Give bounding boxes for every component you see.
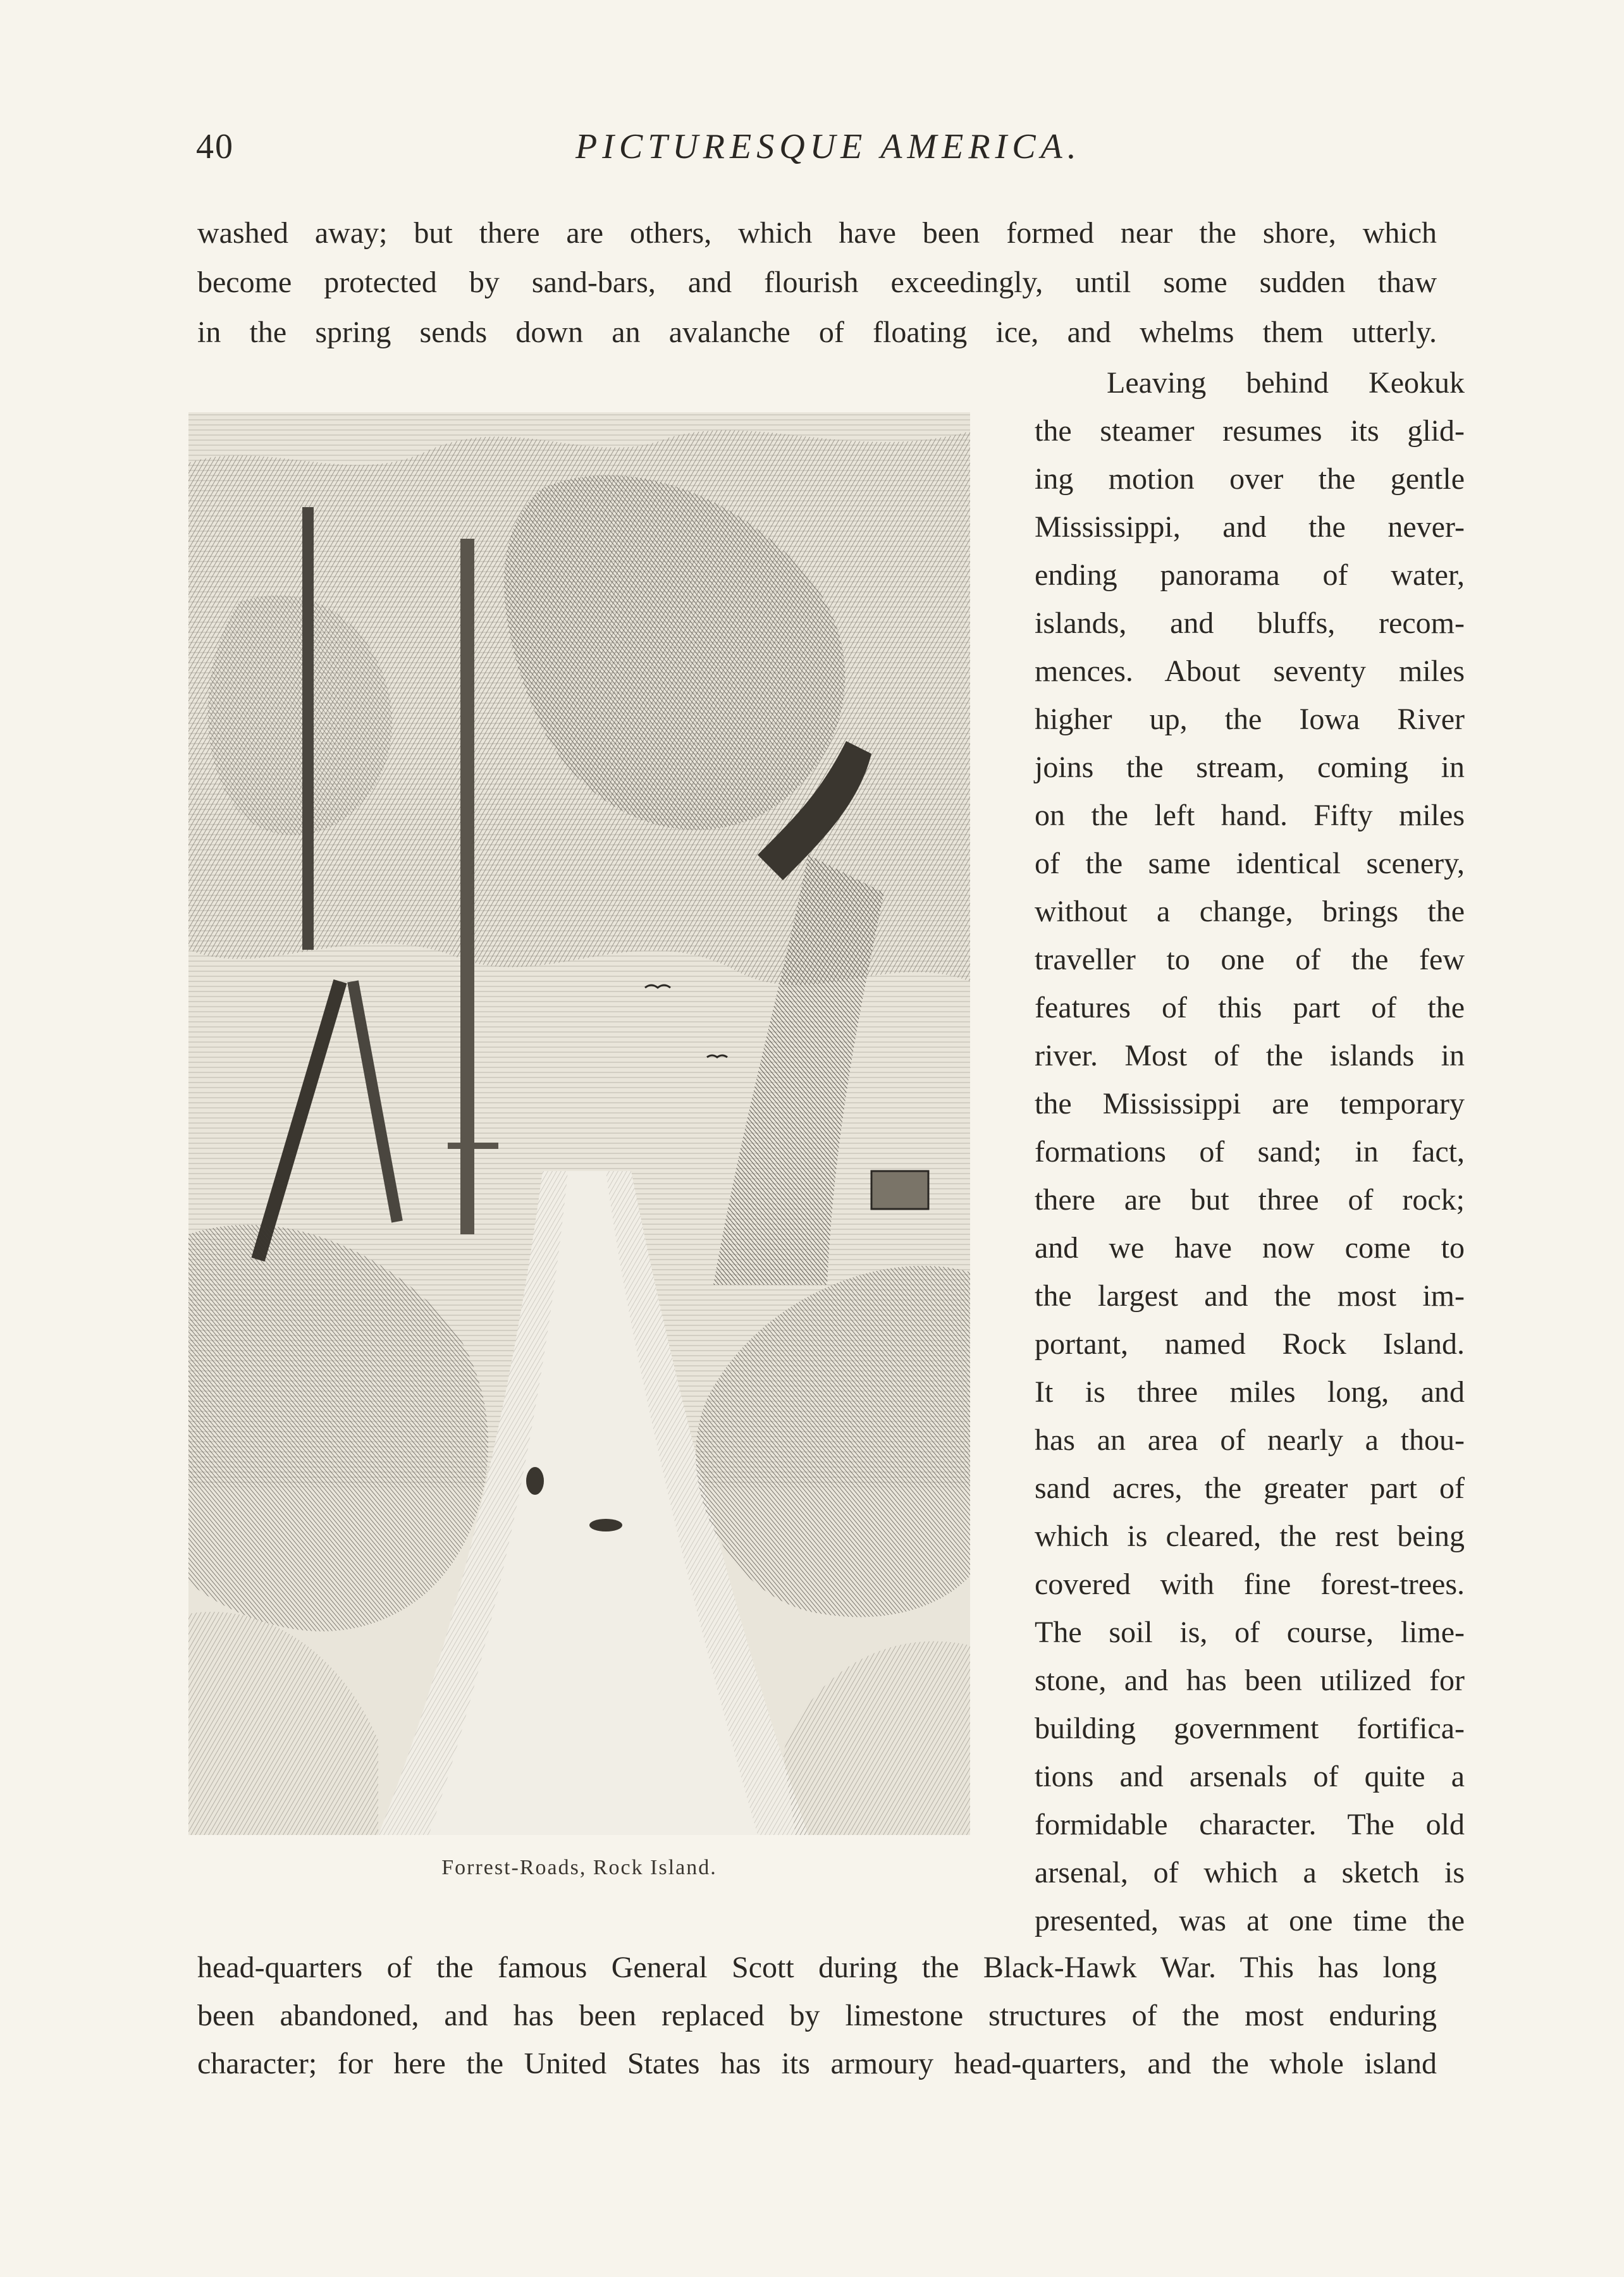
engraving-illustration	[188, 412, 970, 1835]
column-line: islands, and bluffs, recom-	[1035, 606, 1465, 640]
column-line: The soil is, of course, lime-	[1035, 1616, 1465, 1649]
column-line: features of this part of the	[1035, 991, 1465, 1024]
running-title: PICTURESQUE AMERICA.	[575, 127, 1081, 166]
column-line: tions and arsenals of quite a	[1035, 1760, 1465, 1793]
column-line: building government fortifica-	[1035, 1712, 1465, 1745]
body-line: in the spring sends down an avalanche of floating ice, and whelms them utterly.	[197, 316, 1437, 349]
column-line: sand acres, the greater part of	[1035, 1471, 1465, 1505]
page-number: 40	[196, 127, 234, 166]
illustration-caption: Forrest-Roads, Rock Island.	[441, 1856, 717, 1879]
column-line: covered with fine forest-trees.	[1035, 1568, 1465, 1601]
column-line: without a change, brings the	[1035, 895, 1465, 928]
body-line: head-quarters of the famous General Scott during the Black-Hawk War. This has long	[197, 1951, 1437, 1984]
column-line: has an area of nearly a thou-	[1035, 1423, 1465, 1457]
column-line: and we have now come to	[1035, 1231, 1465, 1265]
column-line: portant, named Rock Island.	[1035, 1327, 1465, 1361]
column-line: mences. About seventy miles	[1035, 654, 1465, 688]
page-header	[196, 126, 1436, 177]
column-line: ing motion over the gentle	[1035, 462, 1465, 496]
column-line: the Mississippi are temporary	[1035, 1087, 1465, 1120]
body-line: become protected by sand-bars, and flourish exceedingly, until some sudden thaw	[197, 266, 1437, 299]
column-line: joins the stream, coming in	[1035, 751, 1465, 784]
column-line: on the left hand. Fifty miles	[1035, 799, 1465, 832]
column-line: stone, and has been utilized for	[1035, 1664, 1465, 1697]
column-line: Leaving behind Keokuk	[1107, 366, 1465, 400]
column-line: traveller to one of the few	[1035, 943, 1465, 976]
column-line: presented, was at one time the	[1035, 1904, 1465, 1937]
column-line: Mississippi, and the never-	[1035, 510, 1465, 544]
column-line: ending panorama of water,	[1035, 558, 1465, 592]
column-line: there are but three of rock;	[1035, 1183, 1465, 1217]
column-line: of the same identical scenery,	[1035, 847, 1465, 880]
forest-road-engraving	[188, 412, 970, 1835]
body-line: washed away; but there are others, which have been formed near the shore, which	[197, 216, 1437, 250]
column-line: formations of sand; in fact,	[1035, 1135, 1465, 1169]
column-line: It is three miles long, and	[1035, 1375, 1465, 1409]
column-line: formidable character. The old	[1035, 1808, 1465, 1841]
body-line: been abandoned, and has been replaced by limestone structures of the most enduring	[197, 1999, 1437, 2032]
body-line: character; for here the United States has its armoury head-quarters, and the whole island	[197, 2047, 1437, 2080]
column-line: which is cleared, the rest being	[1035, 1519, 1465, 1553]
column-line: the steamer resumes its glid-	[1035, 414, 1465, 448]
column-line: river. Most of the islands in	[1035, 1039, 1465, 1072]
column-line: arsenal, of which a sketch is	[1035, 1856, 1465, 1889]
column-line: higher up, the Iowa River	[1035, 703, 1465, 736]
column-line: the largest and the most im-	[1035, 1279, 1465, 1313]
